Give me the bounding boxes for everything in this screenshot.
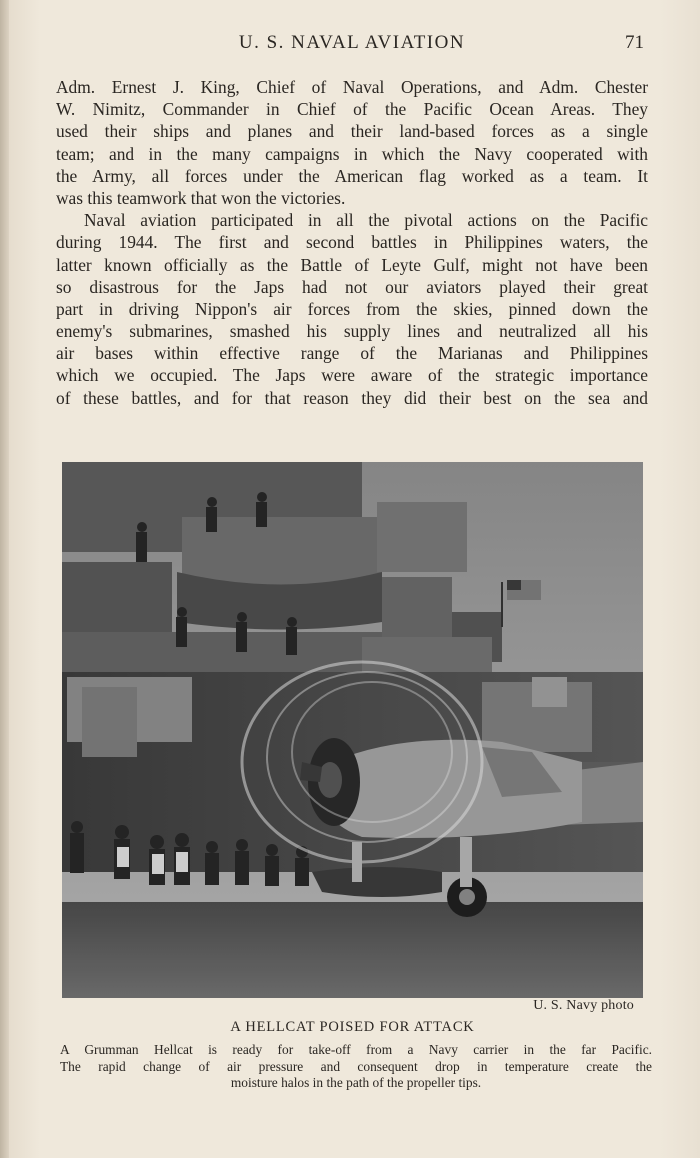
text-line: team; and in the many campaigns in which the Navy cooperated with — [56, 143, 648, 164]
text-line: part in driving Nippon's air forces from the skies, pinned down the — [56, 298, 648, 319]
text-line: enemy's submarines, smashed his supply lines and neutralized all his — [56, 321, 648, 342]
text-line: Adm. Ernest J. King, Chief of Naval Operations, and Adm. Chester — [56, 77, 648, 97]
hellcat-photo — [62, 462, 643, 998]
text-line: of these battles, and for that reason they did their best on the sea and — [56, 387, 648, 408]
running-title: U. S. NAVAL AVIATION — [238, 32, 466, 53]
body-text — [56, 76, 648, 409]
page-header — [56, 32, 648, 58]
text-line: air bases within effective range of the Marianas and Philippines — [56, 343, 648, 364]
text-line: so disastrous for the Japs had not our aviators played their great — [56, 276, 648, 297]
text-line: used their ships and planes and their land-based forces as a single — [56, 121, 648, 142]
text-line: W. Nimitz, Commander in Chief of the Pacific Ocean Areas. They — [56, 99, 648, 120]
page-number: 71 — [625, 32, 644, 53]
caption-line: The rapid change of air pressure and consequent drop in temperature create the — [60, 1058, 652, 1074]
text-line: the Army, all forces under the American flag worked as a team. It — [56, 165, 648, 186]
text-line: was this teamwork that won the victories. — [56, 187, 346, 208]
text-line: Naval aviation participated in all the pivotal actions on the Pacific — [84, 210, 648, 231]
caption-line: A Grumman Hellcat is ready for take-off from a Navy carrier in the far Pacific. — [60, 1042, 652, 1057]
caption-line: moisture halos in the path of the propeller tips. — [230, 1075, 482, 1091]
page-binding-shadow — [0, 0, 9, 1158]
text-line: latter known officially as the Battle of Leyte Gulf, might not have been — [56, 254, 648, 275]
text-line: which we occupied. The Japs were aware of the strategic importance — [56, 365, 648, 386]
text-line: during 1944. The first and second battles in Philippines waters, the — [56, 232, 648, 253]
caption-body — [60, 1042, 652, 1092]
caption-title: A HELLCAT POISED FOR ATTACK — [230, 1019, 475, 1035]
photo-credit: U. S. Navy photo — [533, 998, 634, 1013]
